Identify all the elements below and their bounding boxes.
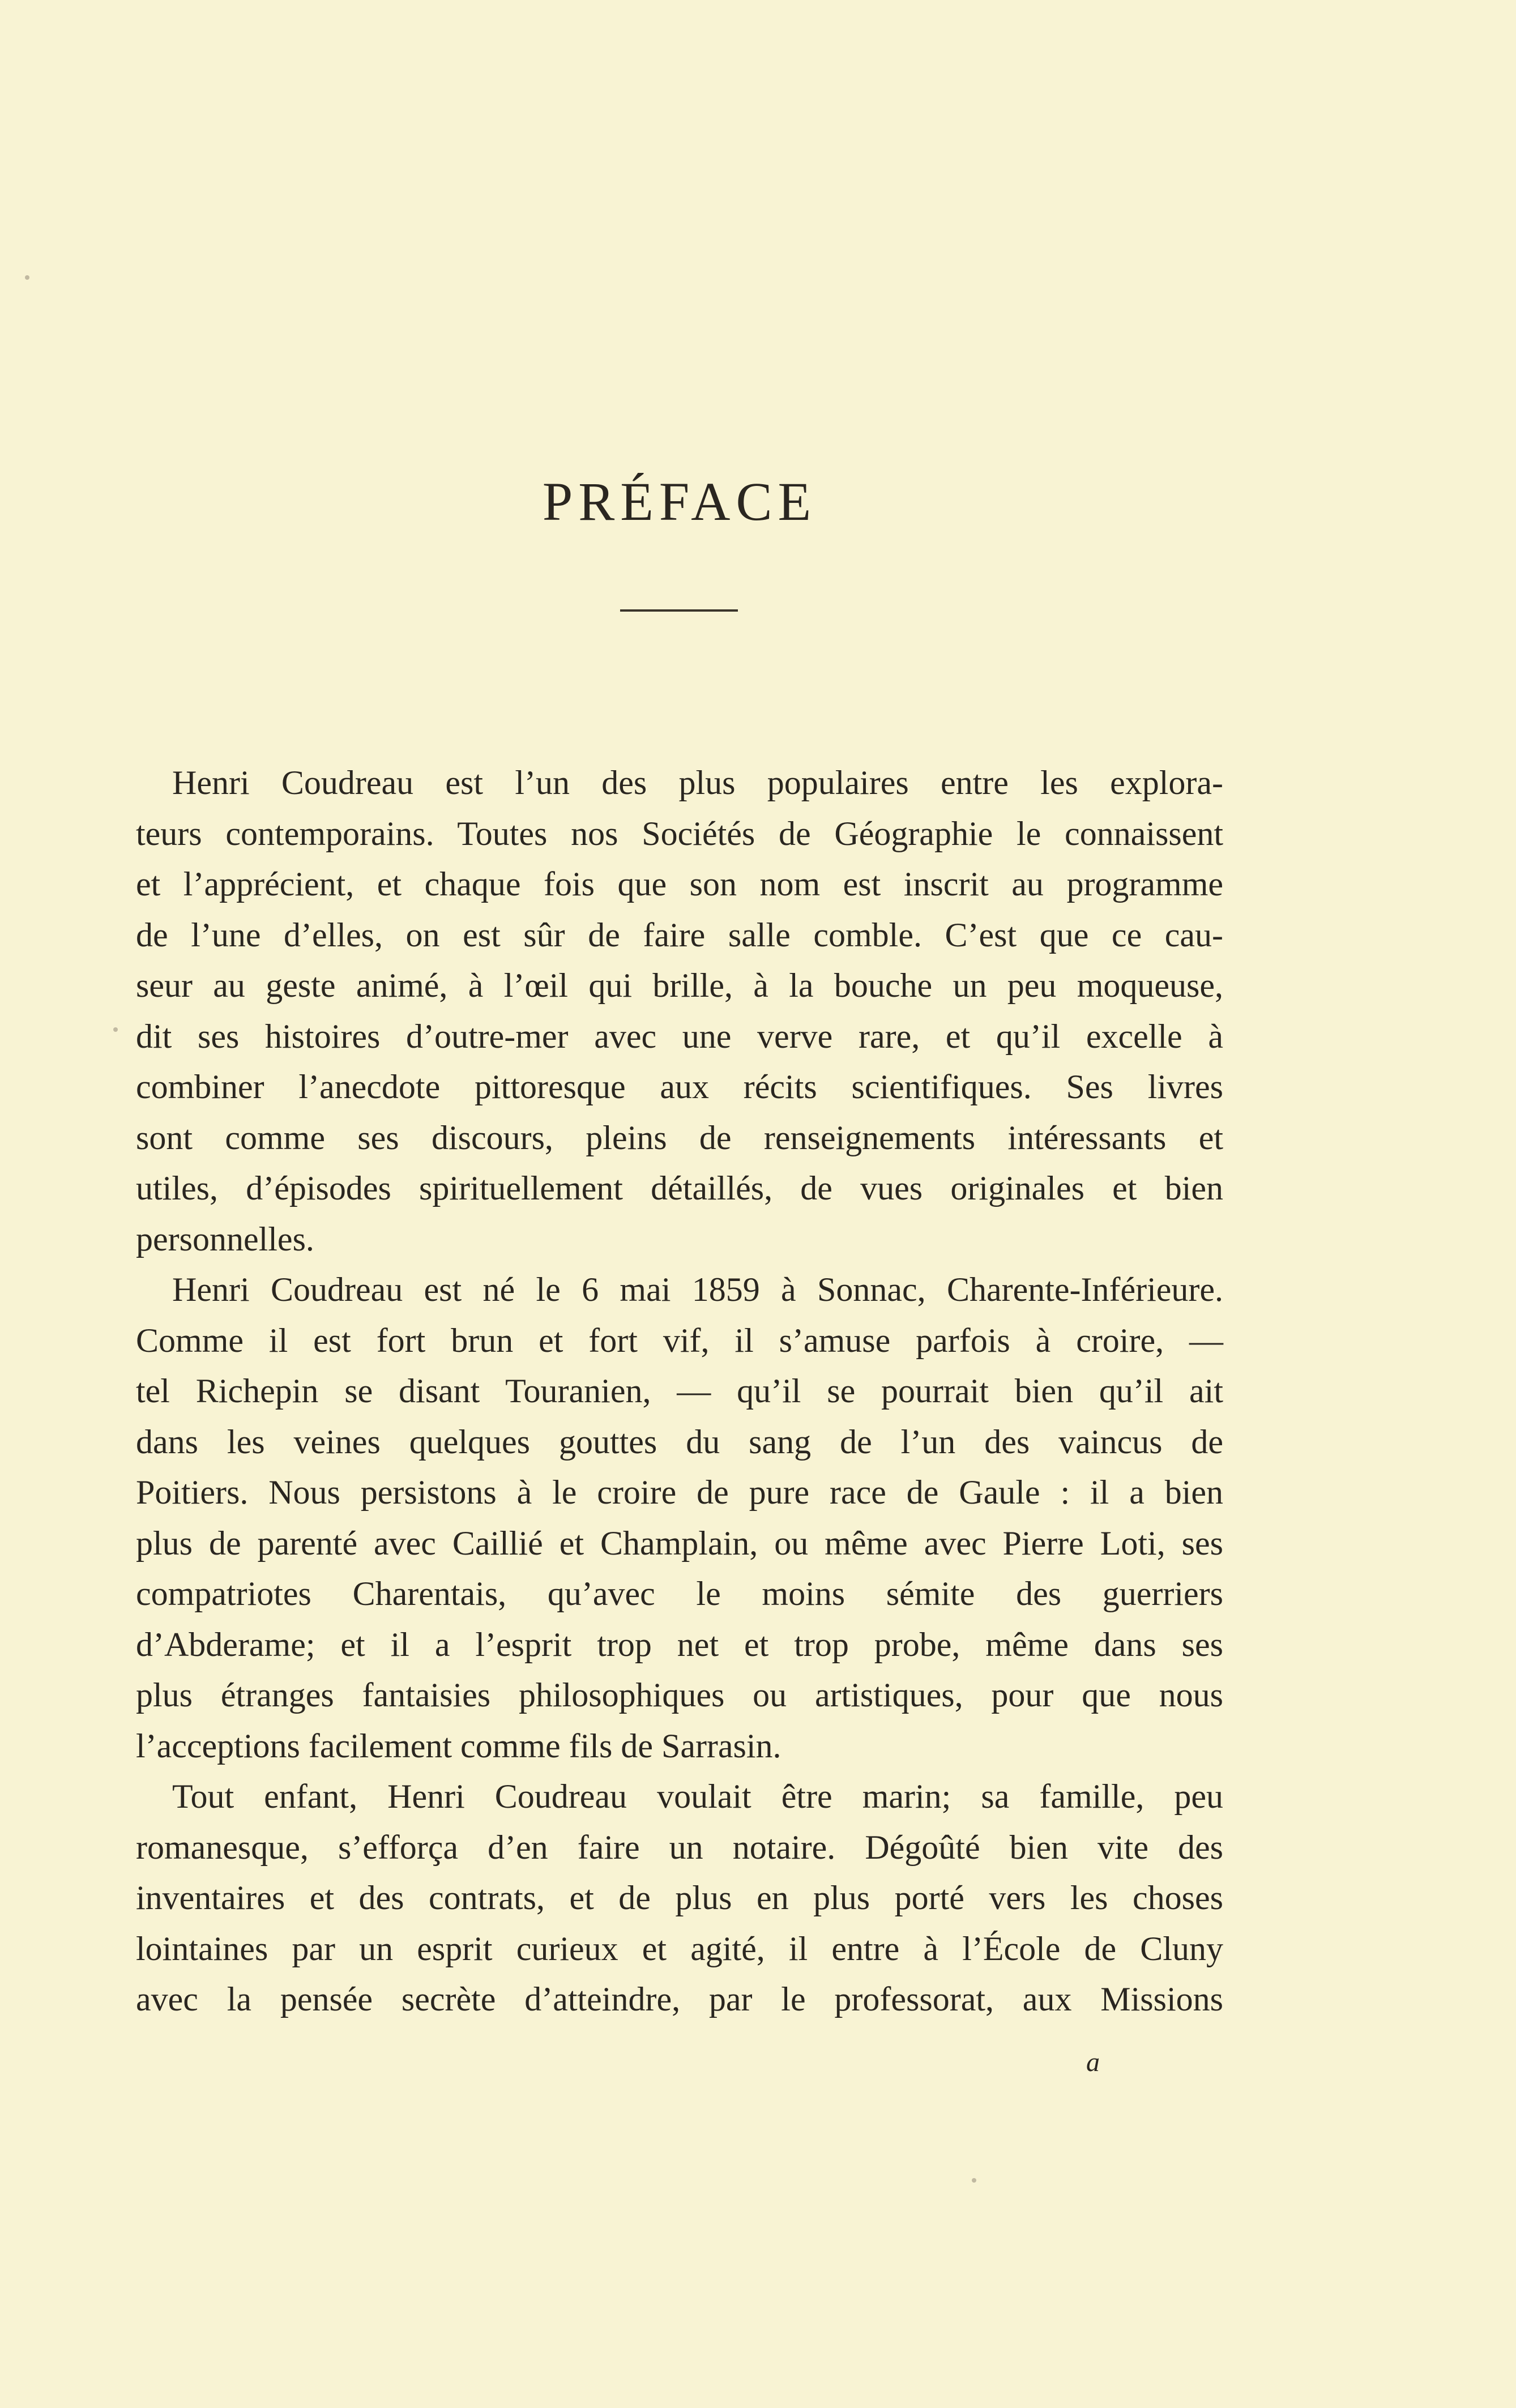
text-line: d’Abderame; et il a l’esprit trop net et trop probe, même dans ses <box>136 1625 1223 1663</box>
text-line: lointaines par un esprit curieux et agité, il entre à l’École de Cluny <box>136 1929 1223 1967</box>
text-line: combiner l’anecdote pittoresque aux récits scientifiques. Ses livres <box>136 1068 1223 1105</box>
text-line: dans les veines quelques gouttes du sang de l’un des vaincus de <box>136 1423 1223 1461</box>
paper-speck <box>113 1027 118 1032</box>
text-line: seur au geste animé, à l’œil qui brille, à la bouche un peu moqueuse, <box>136 967 1223 1004</box>
body-text <box>136 758 1223 2025</box>
text-line: Poitiers. Nous persistons à le croire de pure race de Gaule : il a bien <box>136 1474 1223 1511</box>
text-line: Comme il est fort brun et fort vif, il s’amuse parfois à croire, — <box>136 1321 1223 1359</box>
text-line: avec la pensée secrète d’atteindre, par le professorat, aux Missions <box>136 1980 1223 2018</box>
paragraph-2 <box>136 1265 1223 1771</box>
text-line: plus de parenté avec Caillié et Champlain, ou même avec Pierre Loti, ses <box>136 1524 1223 1562</box>
text-line: et l’apprécient, et chaque fois que son nom est inscrit au programme <box>136 865 1223 903</box>
text-line: Henri Coudreau est né le 6 mai 1859 à Sonnac, Charente-Inférieure. <box>172 1271 1223 1308</box>
text-line: Henri Coudreau est l’un des plus populaires entre les explora- <box>172 764 1223 801</box>
signature-mark: a <box>1086 2047 1100 2077</box>
paragraph-1 <box>136 758 1223 1265</box>
text-line: personnelles. <box>136 1220 314 1258</box>
paper-speck <box>972 2178 976 2183</box>
text-line: compatriotes Charentais, qu’avec le moins sémite des guerriers <box>136 1575 1223 1612</box>
text-line: tel Richepin se disant Touranien, — qu’il se pourrait bien qu’il ait <box>136 1372 1223 1410</box>
text-line: romanesque, s’efforça d’en faire un notaire. Dégoûté bien vite des <box>136 1828 1223 1866</box>
text-line: sont comme ses discours, pleins de renseignements intéressants et <box>136 1118 1223 1156</box>
text-line: inventaires et des contrats, et de plus en plus porté vers les choses <box>136 1879 1223 1916</box>
paragraph-3 <box>136 1771 1223 2025</box>
text-line: plus étranges fantaisies philosophiques ou artistiques, pour que nous <box>136 1676 1223 1714</box>
text-line: de l’une d’elles, on est sûr de faire salle comble. C’est que ce cau- <box>136 916 1223 954</box>
text-line: utiles, d’épisodes spirituellement détaillés, de vues originales et bien <box>136 1169 1223 1207</box>
text-line: l’acceptions facilement comme fils de Sarrasin. <box>136 1727 782 1765</box>
title-rule <box>620 609 738 612</box>
text-line: dit ses histoires d’outre-mer avec une verve rare, et qu’il excelle à <box>136 1017 1223 1055</box>
paper-speck <box>25 275 29 280</box>
page-title: PRÉFACE <box>542 471 817 532</box>
text-line: Tout enfant, Henri Coudreau voulait être marin; sa famille, peu <box>172 1778 1223 1815</box>
text-line: teurs contemporains. Toutes nos Sociétés de Géographie le connaissent <box>136 814 1223 852</box>
